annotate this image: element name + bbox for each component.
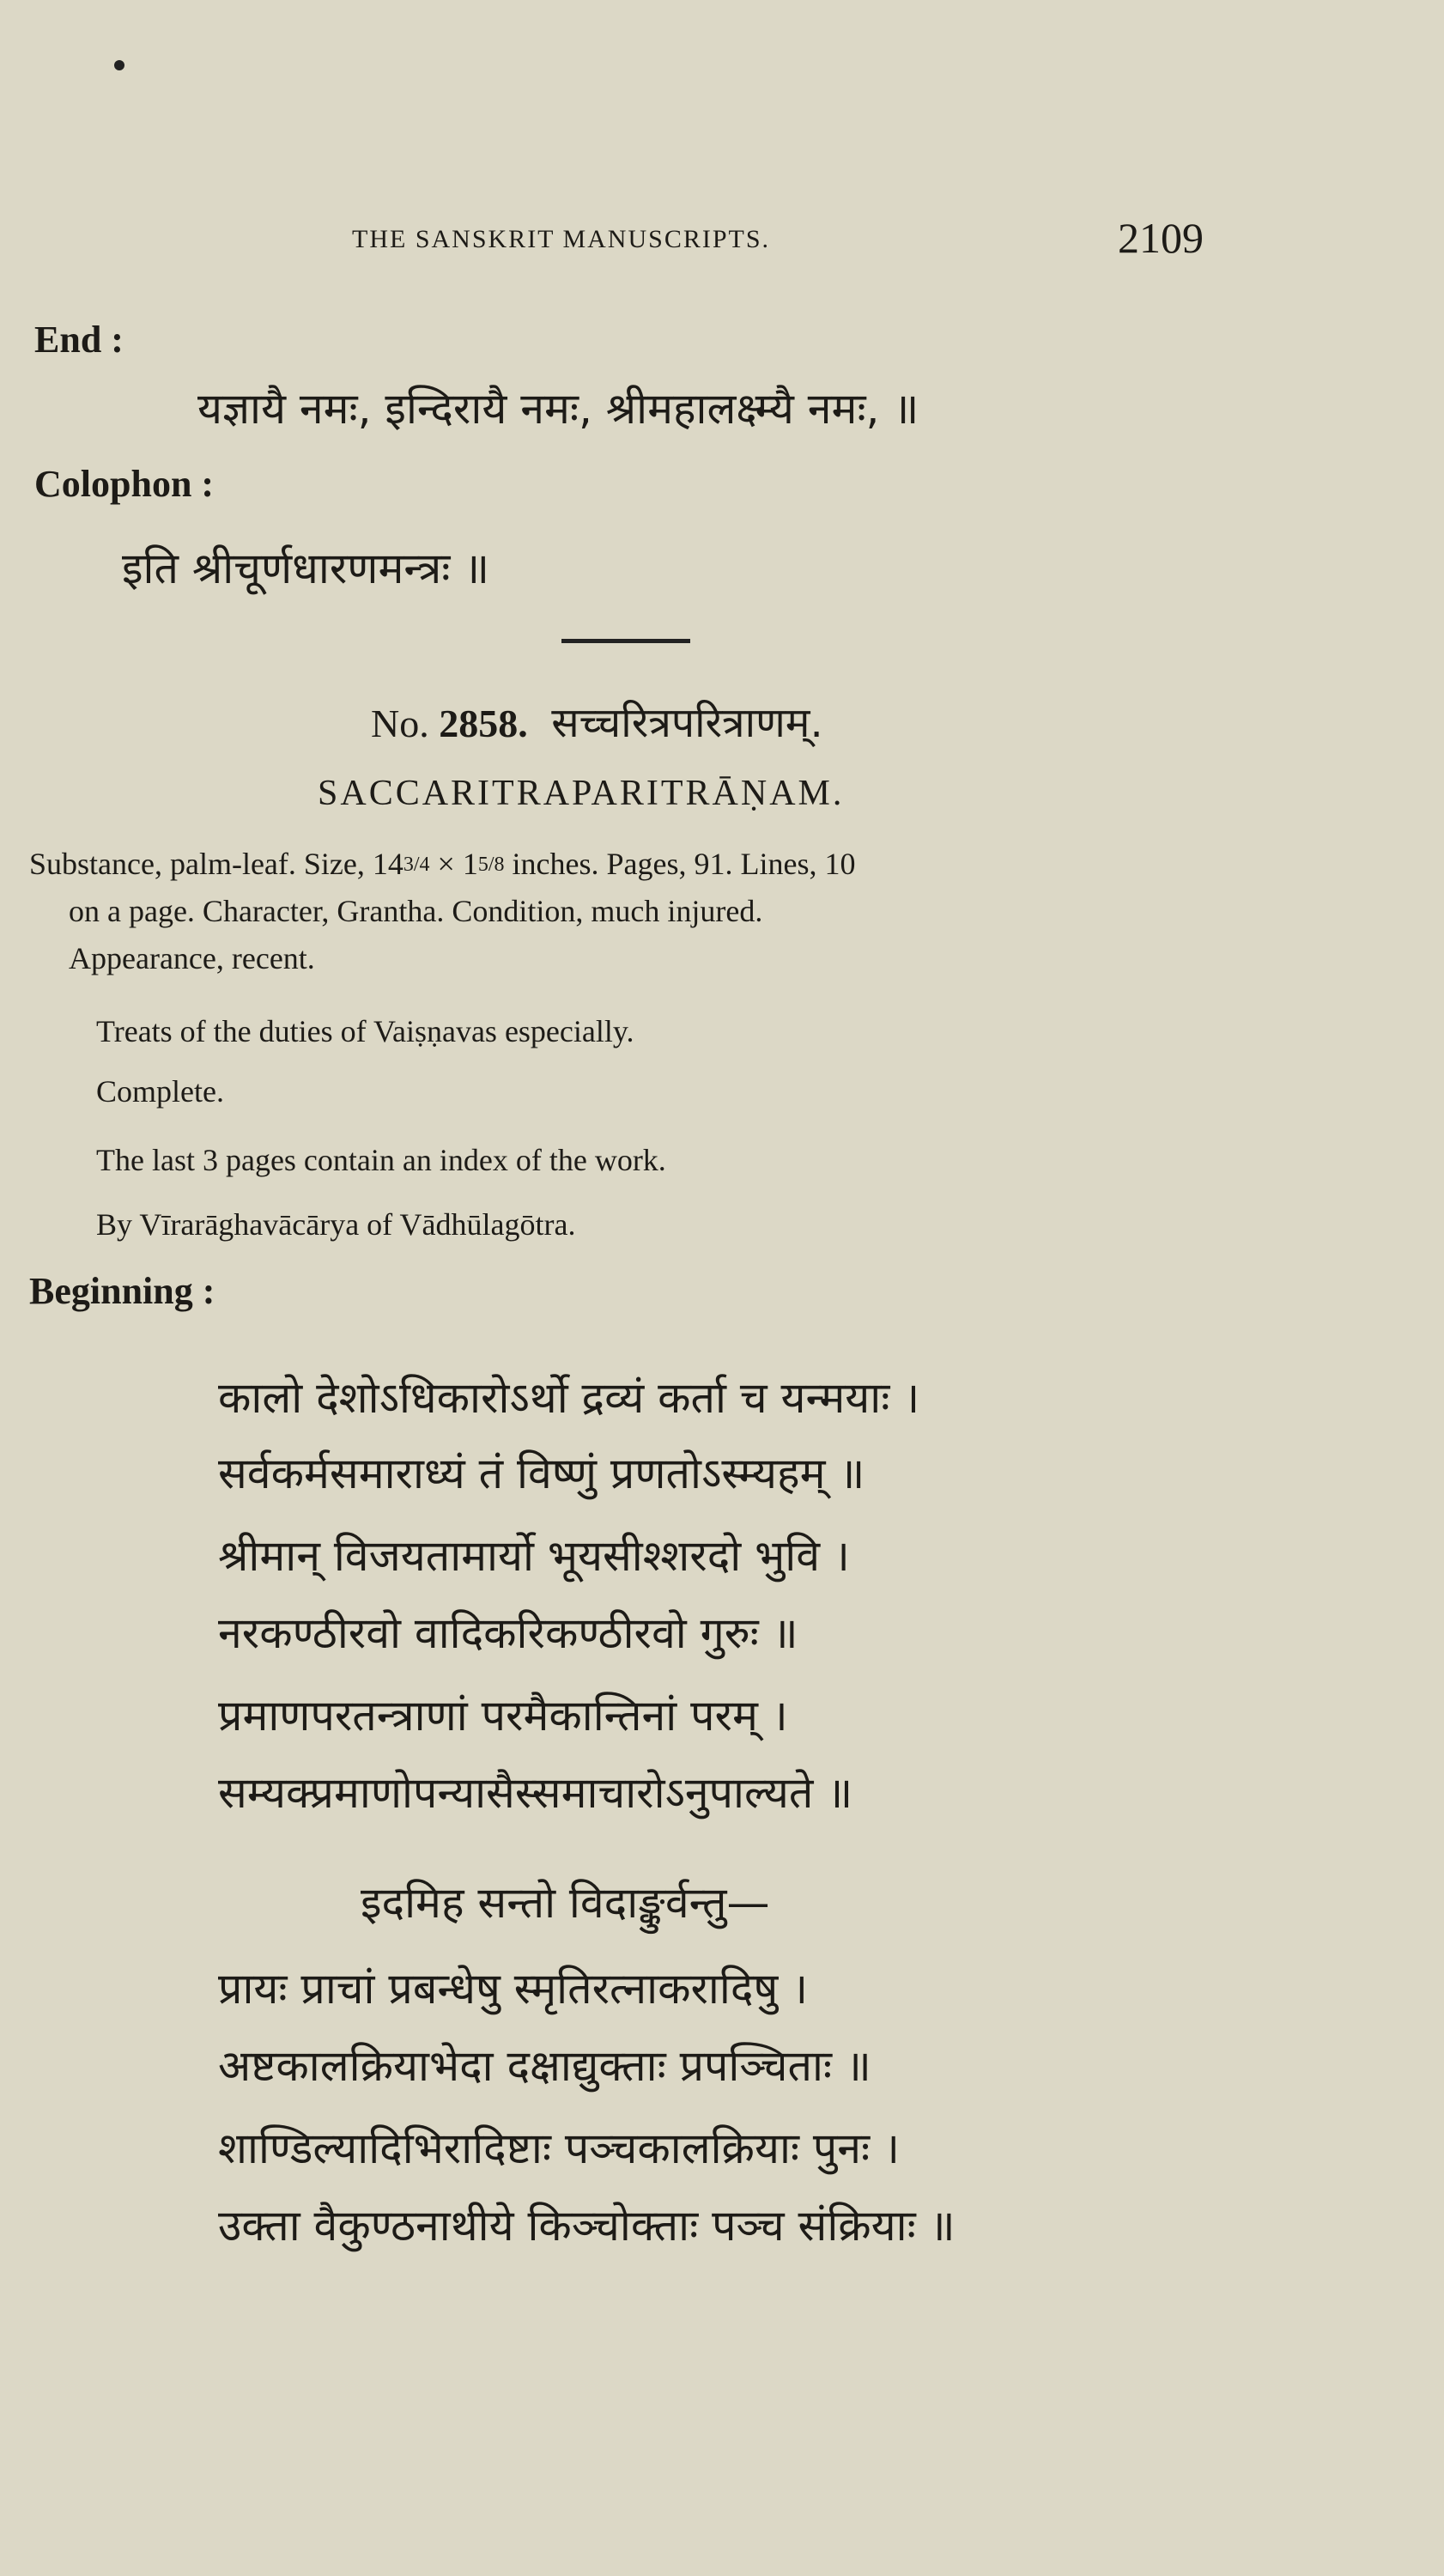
paragraph-author: By Vīrarāghavācārya of Vādhūlagōtra.	[96, 1207, 576, 1242]
ink-speck	[114, 60, 124, 70]
size-fraction-2: 5/8	[477, 854, 505, 876]
end-label: End :	[34, 319, 124, 361]
running-header: THE SANSKRIT MANUSCRIPTS.	[352, 225, 771, 253]
verse-line: सम्यक्प्रमाणोपन्यासैस्समाचारोऽनुपाल्यते ॥	[218, 1768, 853, 1818]
colophon-text: इति श्रीचूर्णधारणमन्त्रः ॥	[122, 544, 490, 593]
description-line-2: on a page. Character, Grantha. Condition, much injured.	[69, 894, 763, 928]
colophon-label: Colophon :	[34, 463, 215, 505]
paragraph-complete: Complete.	[96, 1074, 224, 1109]
entry-heading	[371, 694, 823, 750]
size-tail: inches. Pages, 91. Lines, 10	[512, 847, 856, 881]
entry-number: 2858.	[439, 702, 528, 745]
entry-title-roman: SACCARITRAPARITRĀṆAM.	[318, 774, 845, 813]
end-text: यज्ञायै नमः, इन्दिरायै नमः, श्रीमहालक्ष्म्यै नमः, ॥	[197, 384, 919, 434]
verse-line: श्रीमान् विजयतामार्यो भूयसीश्शरदो भुवि ।	[218, 1531, 850, 1581]
verse-line-intro: इदमिह सन्तो विदाङ्कुर्वन्तु—	[361, 1878, 770, 1928]
verse-line: शाण्डिल्यादिभिरादिष्टाः पञ्चकालक्रियाः पुनः ।	[218, 2123, 900, 2173]
description-line-3: Appearance, recent.	[69, 941, 315, 975]
verse-line: अष्टकालक्रियाभेदा दक्षाद्युक्ताः प्रपञ्चिताः ॥	[218, 2041, 871, 2091]
desc-line-1-text: Substance, palm-leaf. Size, 14	[29, 847, 403, 881]
verse-line: उक्ता वैकुण्ठनाथीये किञ्चोक्ताः पञ्च संक्रियाः ॥	[218, 2201, 956, 2251]
verse-line: कालो देशोऽधिकारोऽर्थो द्रव्यं कर्ता च यन्मयाः ।	[218, 1373, 920, 1423]
entry-title-devanagari: सच्चरित्रपरित्राणम्.	[551, 699, 823, 747]
verse-line: सर्वकर्मसमाराध्यं तं विष्णुं प्रणतोऽस्म्यहम् ॥	[218, 1449, 865, 1498]
size-fraction-1: 3/4	[403, 854, 430, 876]
page-number: 2109	[1118, 214, 1204, 262]
description-line-1	[29, 841, 855, 888]
section-divider	[561, 639, 690, 643]
beginning-label: Beginning :	[29, 1270, 215, 1312]
paragraph-index: The last 3 pages contain an index of the work.	[96, 1143, 666, 1177]
verse-line: प्रायः प्राचां प्रबन्धेषु स्मृतिरत्नाकरादिषु ।	[218, 1964, 809, 2014]
paragraph-treats: Treats of the duties of Vaiṣṇavas especially.	[96, 1014, 634, 1048]
verse-line: प्रमाणपरतन्त्राणां परमैकान्तिनां परम् ।	[218, 1691, 788, 1741]
size-times: × 1	[437, 847, 478, 881]
entry-number-label: No.	[371, 702, 429, 745]
verse-line: नरकण्ठीरवो वादिकरिकण्ठीरवो गुरुः ॥	[218, 1608, 798, 1658]
